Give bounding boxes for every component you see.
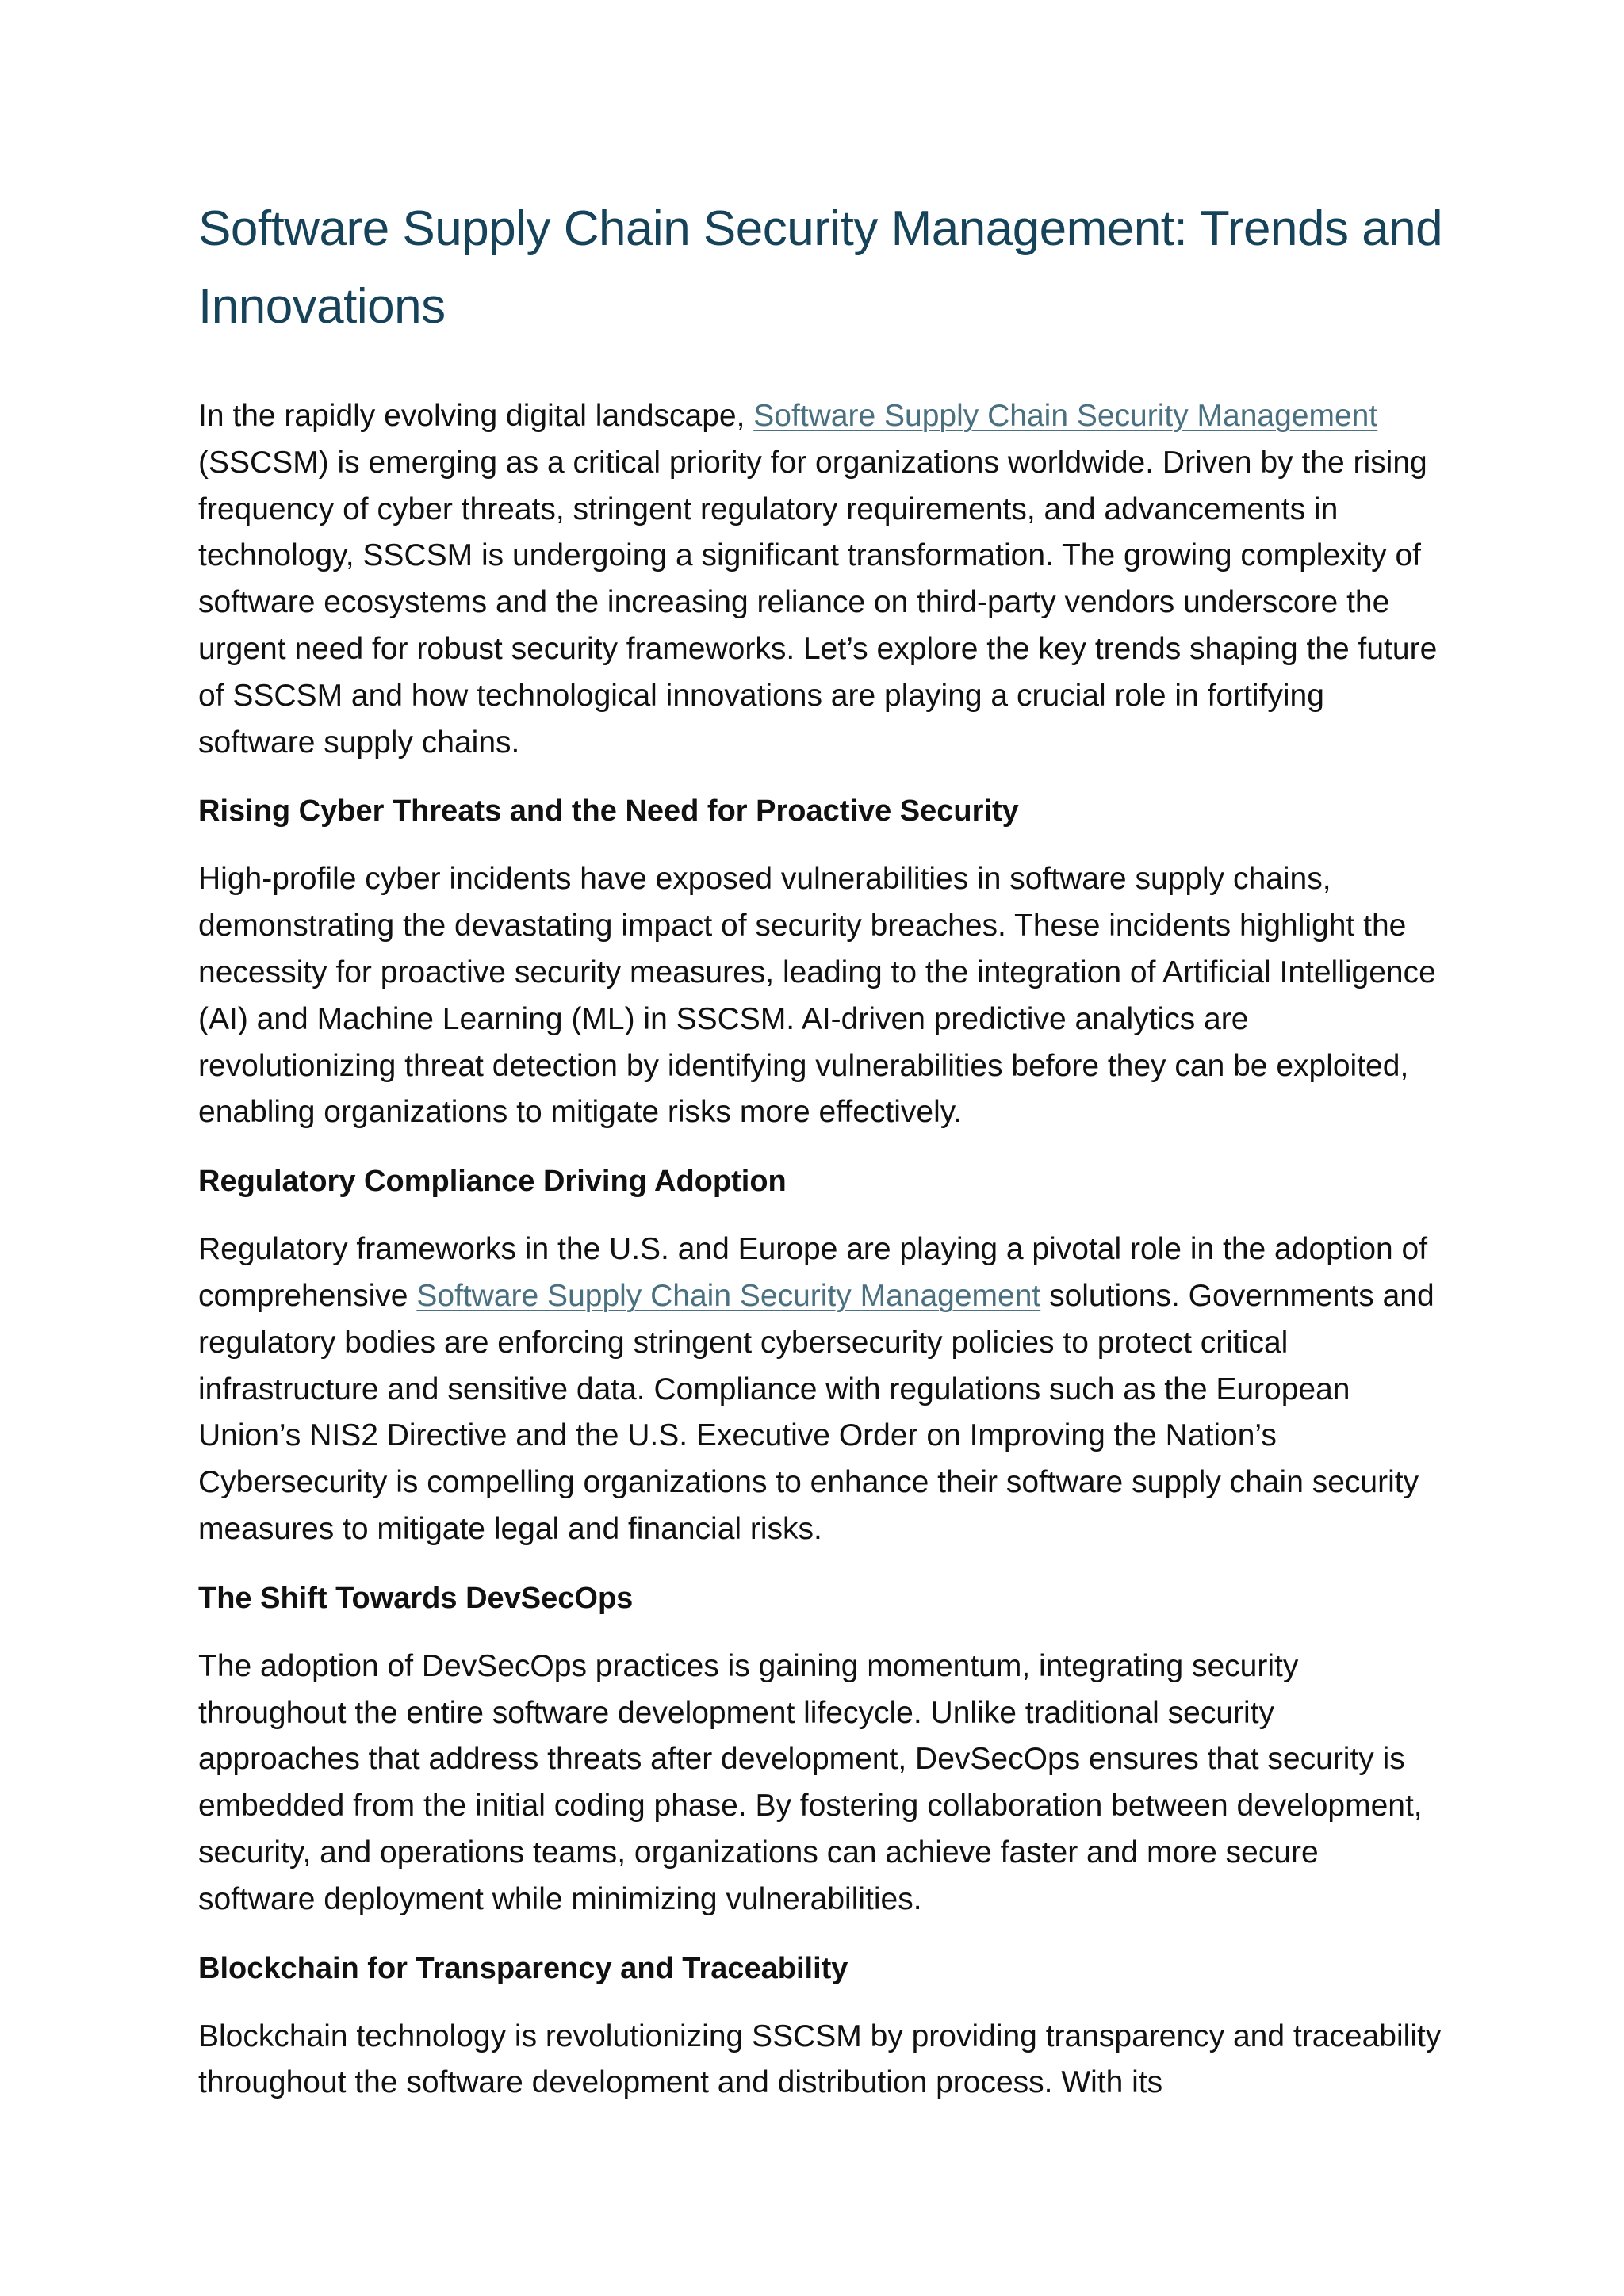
intro-paragraph [198,393,1443,766]
section-body-regulatory [198,1226,1443,1553]
section-body-cyber-threats: High-profile cyber incidents have exposed vulnerabilities in software supply chains, demonstrating the devastating impact of security breaches. These incidents highlight the necessity for proactive security measures, leading to the integration of Artificial Intelligence (AI) and Machine Learning (ML) in SSCSM. AI-driven predictive analytics are revolutionizing threat detection by identifying vulnerabilities before they can be exploited, enabling organizations to mitigate risks more effectively. [198,862,1436,1130]
intro-text-before-link: In the rapidly evolving digital landscape, [198,399,754,433]
regulatory-text-before-link: Regulatory frameworks in the U.S. and Europe are playing a pivotal role in the adoption of comprehensive [198,1232,1428,1313]
section-heading-devsecops: The Shift Towards DevSecOps [198,1581,634,1615]
section-heading-cyber-threats: Rising Cyber Threats and the Need for Proactive Security [198,794,1019,828]
sscsm-link-regulatory[interactable]: Software Supply Chain Security Management [416,1278,1041,1313]
section-body-blockchain: Blockchain technology is revolutionizing SSCSM by providing transparency and traceability throughout the software development and distribution process. With its [198,2019,1442,2100]
section-heading-blockchain: Blockchain for Transparency and Traceability [198,1951,848,1985]
intro-text-after-link: (SSCSM) is emerging as a critical priority for organizations worldwide. Driven by the rising frequency of cyber threats, stringent regulatory requirements, and advancements in technology, SSCSM is undergoing a significant transformation. The growing complexity of software ecosystems and the increasing reliance on third-party vendors underscore the urgent need for robust security frameworks. Let’s explore the key trends shaping the future of SSCSM and how technological innovations are playing a crucial role in fortifying software supply chains. [198,445,1438,760]
sscsm-link-intro[interactable]: Software Supply Chain Security Management [753,399,1378,433]
section-heading-regulatory: Regulatory Compliance Driving Adoption [198,1165,787,1199]
section-body-devsecops: The adoption of DevSecOps practices is gaining momentum, integrating security throughout the entire software development lifecycle. Unlike traditional security approaches that address threats after development, DevSecOps ensures that security is embedded from the initial coding phase. By fostering collaboration between development, security, and operations teams, organizations can achieve faster and more secure software deployment while minimizing vulnerabilities. [198,1648,1423,1916]
regulatory-text-after-link: solutions. Governments and regulatory bodies are enforcing stringent cybersecurity policies to protect critical infrastructure and sensitive data. Compliance with regulations such as the European Union’s NIS2 Directive and the U.S. Executive Order on Improving the Nation’s Cybersecurity is compelling organizations to enhance their software supply chain security measures to mitigate legal and financial risks. [198,1278,1434,1546]
document-page [198,190,1443,2129]
page-title: Software Supply Chain Security Management: Trends and Innovations [198,201,1443,334]
